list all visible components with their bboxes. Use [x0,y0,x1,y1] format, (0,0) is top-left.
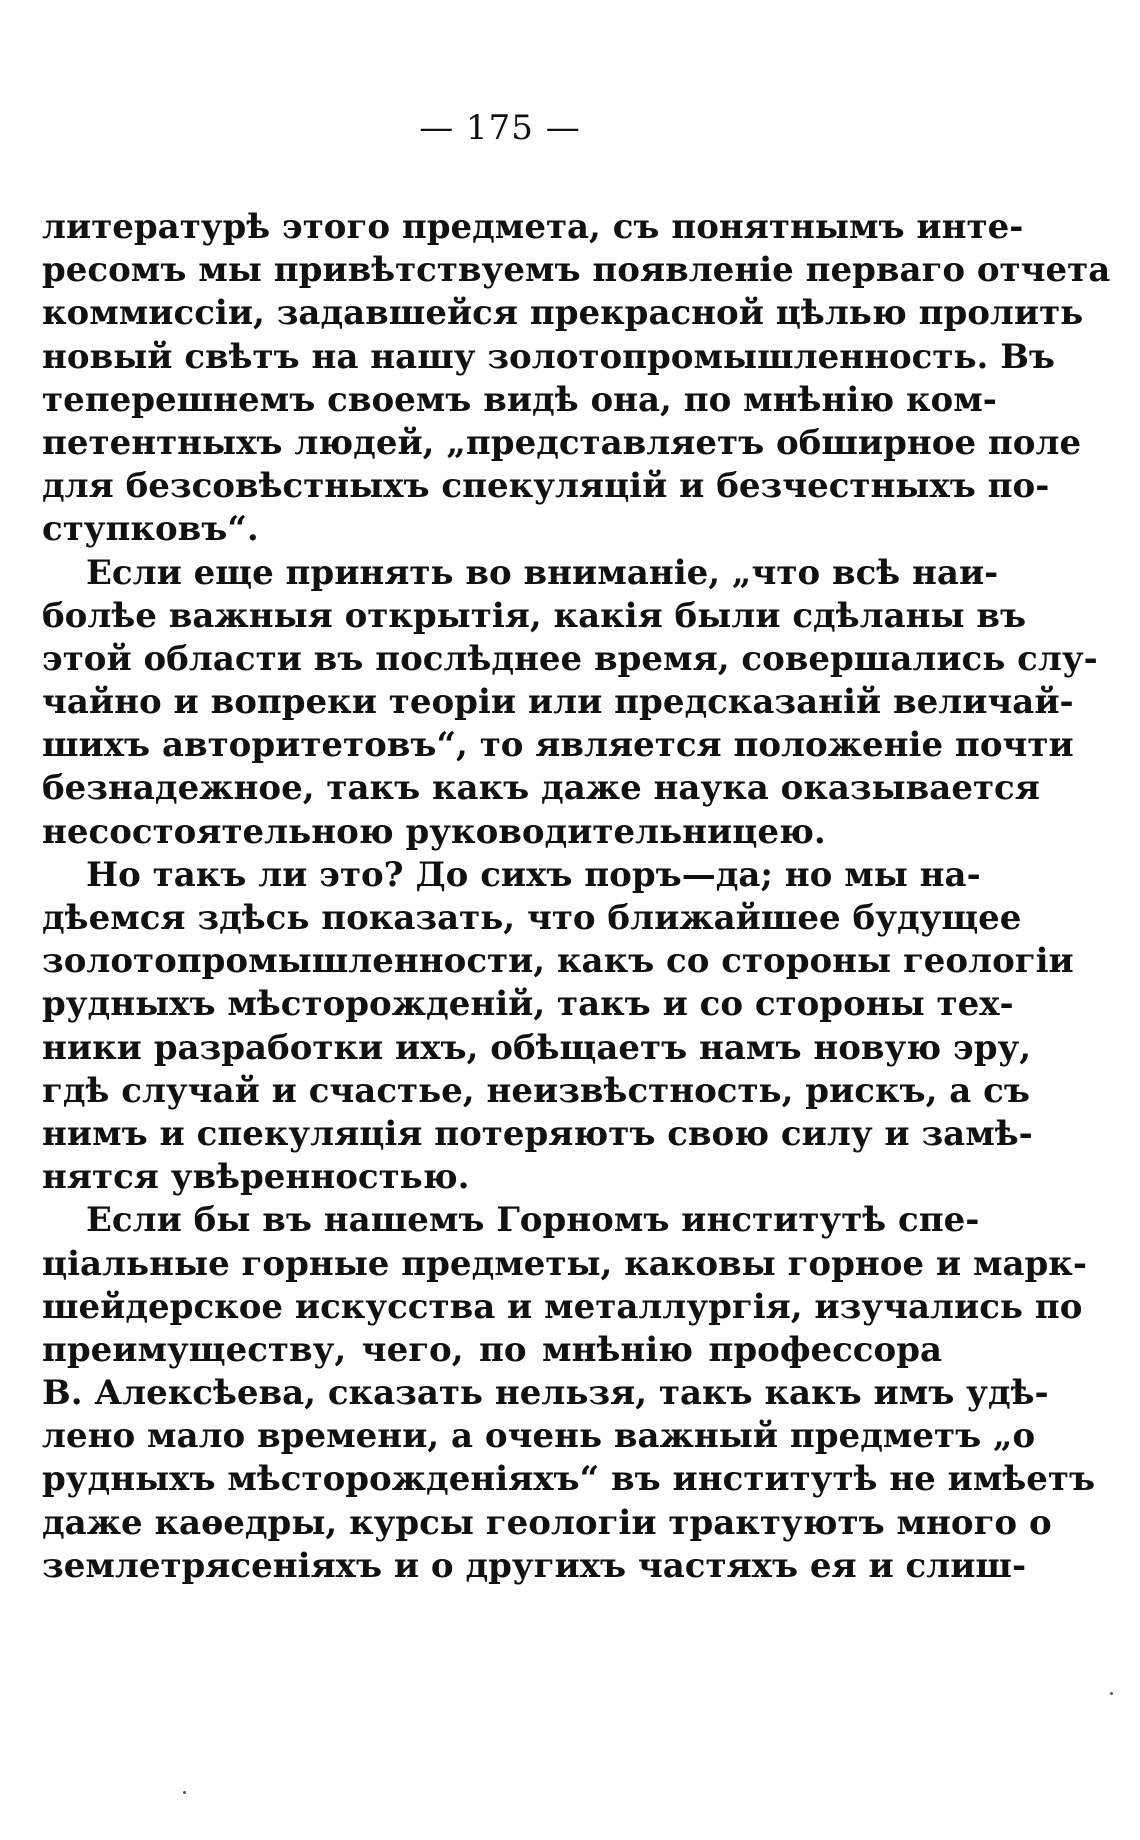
print-speck [1110,1692,1113,1695]
text-line: ціальные горные предметы, каковы горное и марк- [42,1243,1087,1284]
text-line: рудныхъ мѣсторожденій, такъ и со стороны тех- [42,984,1014,1025]
text-line: болѣе важныя открытія, какія были сдѣланы въ [42,595,1027,636]
text-line: шихъ авторитетовъ“, то является положеніе почти [42,725,1074,766]
text-line: ступковъ“. [42,509,259,550]
text-line: чайно и вопреки теоріи или предсказаній величай- [42,682,1074,723]
text-line: ники разработки ихъ, обѣщаетъ намъ новую эру, [42,1027,1032,1068]
text-line: дѣемся здѣсь показать, что ближайшее будущее [42,898,1022,938]
text-line: ресомъ мы привѣтствуемъ появленіе перваго отчета [42,250,1111,291]
text-line: В. Алексѣева, сказать нельзя, такъ какъ имъ удѣ- [42,1373,1049,1414]
text-line: литературѣ этого предмета, съ понятнымъ инте- [42,207,1024,247]
text-line: несостоятельною руководительницею. [42,811,826,852]
text-line: нятся увѣренностью. [42,1157,470,1198]
text-line: для безсовѣстныхъ спекуляцій и безчестныхъ по- [42,466,1050,507]
text-line: безнадежное, такъ какъ даже наука оказывается [42,768,1040,809]
text-line: новый свѣтъ на нашу золотопромышленность. Въ [42,336,1056,377]
page-number: — 175 — [419,108,581,148]
text-line: этой области въ послѣднее время, совершались слу- [42,638,1098,679]
text-line: Но такъ ли это? До сихъ поръ—да; но мы на- [86,854,981,895]
text-line: преимуществу, чего, по мнѣнію профессора [42,1329,942,1370]
text-line: Если еще принять во вниманіе, „что всѣ наи- [86,552,999,593]
text-line: шейдерское искусства и металлургія, изучались по [42,1286,1083,1327]
text-line: теперешнемъ своемъ видѣ она, по мнѣнію ком- [42,379,997,420]
paragraph-4 [42,1199,1096,1588]
paragraph-1 [42,206,1111,552]
print-speck [183,1791,186,1794]
text-line: Если бы въ нашемъ Горномъ институтѣ спе- [86,1200,980,1241]
text-line: даже каѳедры, курсы геологіи трактуютъ много о [42,1502,1052,1543]
text-line: коммиссіи, задавшейся прекрасной цѣлью пролить [42,293,1084,334]
paragraph-3 [42,854,1074,1200]
text-line: петентныхъ людей, „представляетъ обширное поле [42,422,1082,463]
text-line: нимъ и спекуляція потеряютъ свою силу и замѣ- [42,1113,1033,1154]
text-line: гдѣ случай и счастье, неизвѣстность, рискъ, а съ [42,1070,1030,1111]
text-line: лено мало времени, а очень важный предметъ „о [42,1416,1036,1457]
text-line: золотопромышленности, какъ со стороны геологіи [42,941,1074,982]
text-line: рудныхъ мѣсторожденіяхъ“ въ институтѣ не имѣетъ [42,1459,1096,1500]
text-line: землетрясеніяхъ и о другихъ частяхъ ея и слиш- [42,1545,1027,1586]
body-text [42,206,1111,1588]
paragraph-2 [42,552,1098,854]
